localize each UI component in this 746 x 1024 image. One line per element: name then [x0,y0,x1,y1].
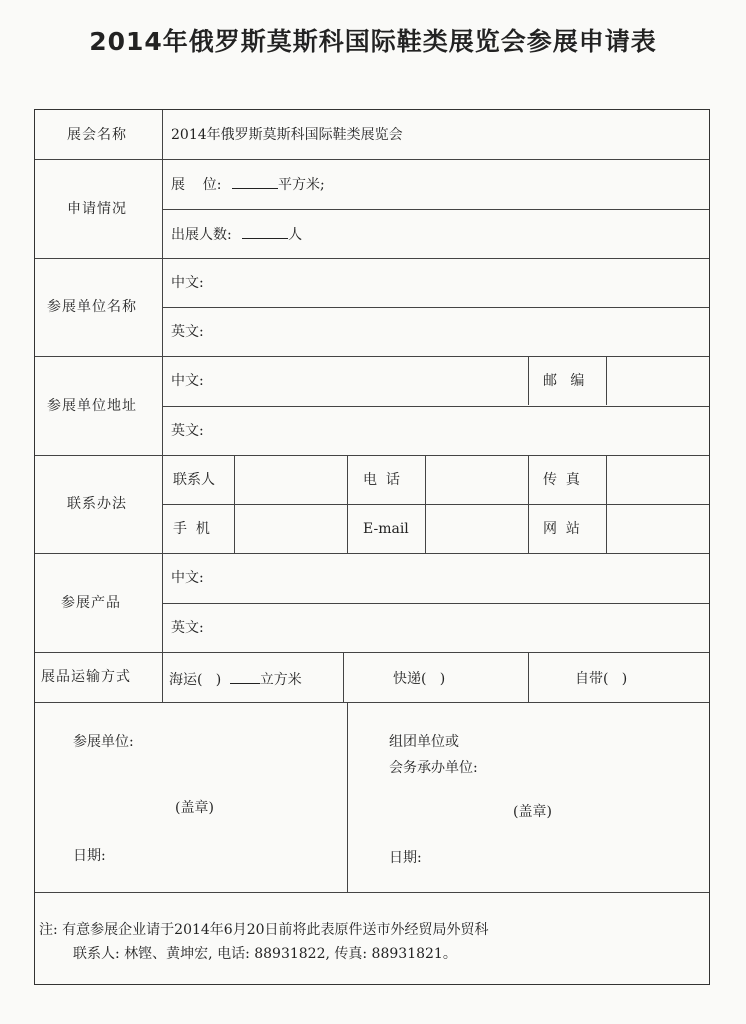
mobile-label: 手 机 [173,521,210,537]
row-divider [35,455,709,456]
col-divider [234,455,235,553]
col-divider [528,455,529,553]
col-divider [162,110,163,702]
booth-label: 展 位: [171,177,222,193]
row-divider [163,209,709,210]
booth-area-blank[interactable] [232,174,278,189]
organizer-unit-label-1: 组团单位或 [389,734,459,750]
company-address-en-label: 英文: [171,423,204,439]
col-divider [606,455,607,553]
page-title: 2014年俄罗斯莫斯科国际鞋类展览会参展申请表 [89,27,657,56]
row-divider [35,652,709,653]
organizer-unit-label-2: 会务承办单位: [389,760,478,776]
shipping-sea-option[interactable] [169,669,302,690]
col-divider [343,652,344,702]
shipping-label: 展品运输方式 [41,669,131,685]
exhibitor-date-label: 日期: [73,848,106,864]
organizer-date-label: 日期: [389,850,422,866]
people-field[interactable] [171,224,302,245]
contact-label: 联系办法 [67,496,127,512]
row-divider [35,258,709,259]
row-divider [163,504,709,505]
col-divider [528,356,529,405]
booth-field[interactable] [171,174,325,195]
row-divider [35,892,709,893]
company-name-cn-label: 中文: [171,275,204,291]
note-line-2: 联系人: 林铿、黄坤宏, 电话: 88931822, 传真: 88931821。 [73,946,457,962]
exhibitor-unit-label: 参展单位: [73,734,134,750]
col-divider [347,702,348,892]
col-divider [528,652,529,702]
organizer-stamp: (盖章) [513,804,552,820]
application-label: 申请情况 [67,201,127,217]
shipping-express-option[interactable]: 快递( ) [393,671,446,687]
application-form [34,109,710,985]
people-count-blank[interactable] [242,224,288,239]
company-name-label: 参展单位名称 [47,299,137,315]
row-divider [163,603,709,604]
products-label: 参展产品 [61,595,121,611]
website-label: 网 站 [543,521,580,537]
people-label: 出展人数: [171,227,232,243]
note-line-1: 注: 有意参展企业请于2014年6月20日前将此表原件送市外经贸局外贸科 [39,922,489,938]
row-divider [35,702,709,703]
products-en-label: 英文: [171,620,204,636]
email-label: E-mail [363,521,409,537]
col-divider [606,356,607,405]
expo-name-value: 2014年俄罗斯莫斯科国际鞋类展览会 [171,127,403,143]
row-divider [163,406,709,407]
sea-volume-blank[interactable] [230,669,260,684]
sea-label: 海运( ) [169,672,222,688]
company-address-label: 参展单位地址 [47,398,137,414]
contact-person-label: 联系人 [173,472,215,488]
shipping-self-option[interactable]: 自带( ) [575,671,628,687]
row-divider [35,356,709,357]
col-divider [425,455,426,553]
fax-label: 传 真 [543,472,580,488]
row-divider [35,159,709,160]
row-divider [163,307,709,308]
sea-unit: 立方米 [259,672,302,688]
postcode-label: 邮 编 [543,373,585,389]
products-cn-label: 中文: [171,570,204,586]
people-unit: 人 [288,227,303,243]
row-divider [35,553,709,554]
exhibitor-stamp: (盖章) [175,800,214,816]
phone-label: 电 话 [363,472,400,488]
booth-unit: 平方米; [277,177,325,193]
company-name-en-label: 英文: [171,324,204,340]
expo-name-label: 展会名称 [67,127,127,143]
company-address-cn-label: 中文: [171,373,204,389]
col-divider [347,455,348,553]
